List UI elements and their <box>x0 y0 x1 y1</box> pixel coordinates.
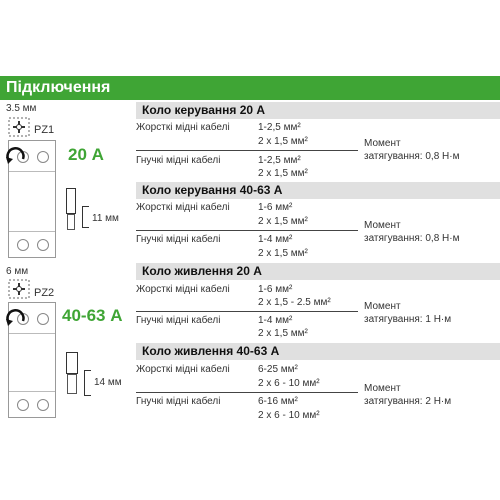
torque-label-line2: затягування: 1 Н·м <box>364 314 452 325</box>
section-title: Коло живлення 20 А <box>136 263 500 280</box>
row-divider <box>136 150 358 151</box>
torque-label-line2: затягування: 0,8 Н·м <box>364 233 460 244</box>
terminal-screw-icon <box>37 151 49 163</box>
dimension-bracket <box>84 370 91 396</box>
torque-label-line1: Момент <box>364 220 401 231</box>
cable-range: 1-4 мм² <box>258 234 293 245</box>
cable-double: 2 x 6 - 10 мм² <box>258 378 320 389</box>
wire-end-icon <box>67 374 77 394</box>
cable-range: 1-2,5 мм² <box>258 122 301 133</box>
cable-type-label: Жорсткі мідні кабелі <box>136 122 230 133</box>
screwdriver-size-2: 6 мм <box>6 266 29 277</box>
torque-label-line2: затягування: 0,8 Н·м <box>364 151 460 162</box>
torque-label-line1: Момент <box>364 138 401 149</box>
rotate-clockwise-icon <box>4 144 28 168</box>
cable-range: 1-4 мм² <box>258 315 293 326</box>
cable-double: 2 x 1,5 мм² <box>258 216 308 227</box>
row-divider <box>136 230 358 231</box>
breaker-divider <box>9 333 55 334</box>
cable-type-label: Гнучкі мідні кабелі <box>136 234 221 245</box>
cable-type-label: Гнучкі мідні кабелі <box>136 396 221 407</box>
cable-range: 1-6 мм² <box>258 202 293 213</box>
cable-range: 6-16 мм² <box>258 396 298 407</box>
terminal-screw-icon <box>37 313 49 325</box>
wire-ferrule-icon <box>66 352 78 374</box>
terminal-screw-icon <box>17 239 29 251</box>
torque-label <box>364 300 451 326</box>
section-title: Коло керування 40-63 А <box>136 182 500 199</box>
cable-double: 2 x 1,5 мм² <box>258 328 308 339</box>
cable-type-label: Гнучкі мідні кабелі <box>136 315 221 326</box>
header-title: Підключення <box>6 79 111 96</box>
cable-type-label: Гнучкі мідні кабелі <box>136 155 221 166</box>
section-title: Коло живлення 40-63 А <box>136 343 500 360</box>
cable-range: 6-25 мм² <box>258 364 298 375</box>
cable-double: 2 x 6 - 10 мм² <box>258 410 320 421</box>
cable-double: 2 x 1,5 мм² <box>258 248 308 259</box>
strip-length-1: 11 мм <box>92 213 119 224</box>
torque-label-line1: Момент <box>364 383 401 394</box>
screwdriver-pz1-icon <box>8 117 30 137</box>
terminal-screw-icon <box>37 399 49 411</box>
row-divider <box>136 311 358 312</box>
terminal-screw-icon <box>37 239 49 251</box>
breaker-divider <box>9 171 55 172</box>
cable-double: 2 x 1,5 мм² <box>258 168 308 179</box>
section-header <box>0 76 500 100</box>
amperage-40-63a: 40-63 А <box>62 306 123 325</box>
amperage-20a: 20 А <box>68 145 104 164</box>
screw-type-1: PZ1 <box>34 124 55 136</box>
terminal-screw-icon <box>17 399 29 411</box>
screw-type-2: PZ2 <box>34 287 55 299</box>
cable-double: 2 x 1,5 - 2.5 мм² <box>258 297 331 308</box>
wire-end-icon <box>67 214 75 230</box>
cable-type-label: Жорсткі мідні кабелі <box>136 202 230 213</box>
breaker-divider <box>9 391 55 392</box>
cable-range: 1-2,5 мм² <box>258 155 301 166</box>
torque-label-line2: затягування: 2 Н·м <box>364 396 452 407</box>
cable-type-label: Жорсткі мідні кабелі <box>136 284 230 295</box>
strip-length-2: 14 мм <box>94 377 122 388</box>
screwdriver-pz2-icon <box>8 279 30 299</box>
cable-type-label: Жорсткі мідні кабелі <box>136 364 230 375</box>
torque-label <box>364 382 451 408</box>
row-divider <box>136 392 358 393</box>
torque-label <box>364 219 459 245</box>
torque-label-line1: Момент <box>364 301 401 312</box>
dimension-bracket <box>82 206 89 228</box>
cable-range: 1-6 мм² <box>258 284 293 295</box>
screwdriver-size-1: 3.5 мм <box>6 103 37 114</box>
wire-ferrule-icon <box>66 188 76 214</box>
section-title: Коло керування 20 А <box>136 102 500 119</box>
rotate-clockwise-icon <box>4 306 28 330</box>
torque-label <box>364 137 459 163</box>
cable-double: 2 x 1,5 мм² <box>258 136 308 147</box>
breaker-divider <box>9 231 55 232</box>
